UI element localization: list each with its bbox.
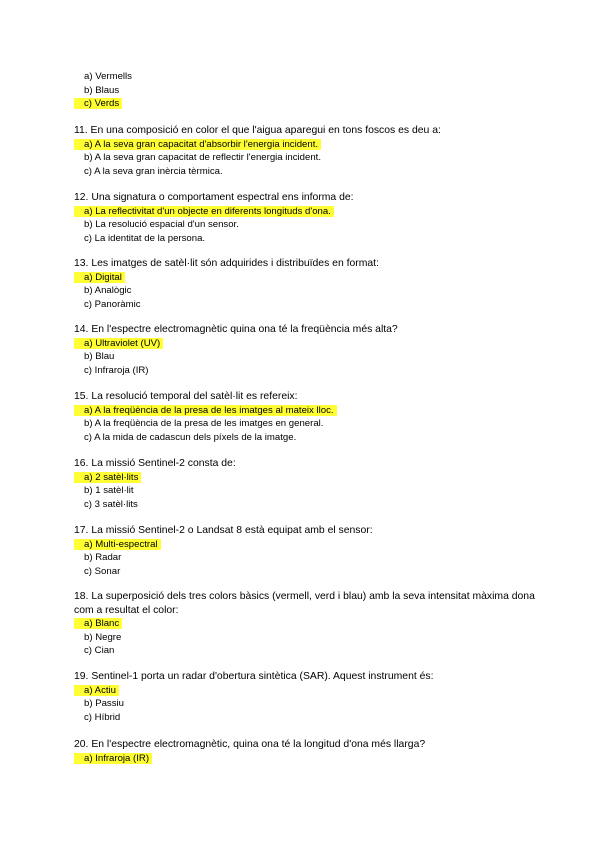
question-20-text: 20. En l'espectre electromagnètic, quina ona té la longitud d'ona més llarga? <box>74 739 426 750</box>
option-q13-a-correct: a) Digital <box>74 271 544 285</box>
question-19-text: 19. Sentinel-1 porta un radar d'obertura sintètica (SAR). Aquest instrument és: <box>74 671 434 682</box>
option-q10-a: a) Vermells <box>84 71 132 82</box>
question-17-text: 17. La missió Sentinel-2 o Landsat 8 està equipat amb el sensor: <box>74 525 373 536</box>
question-20 <box>74 738 544 765</box>
option-q11-b: b) A la seva gran capacitat de reflectir l'energia incident. <box>84 152 322 163</box>
option-q12-a-correct: a) La reflectivitat d'un objecte en diferents longituds d'ona. <box>74 205 544 219</box>
question-18 <box>74 590 544 658</box>
question-10-tail <box>74 70 544 111</box>
option-q16-b: b) 1 satèl·lit <box>84 485 134 496</box>
option-q14-a-correct: a) Ultraviolet (UV) <box>74 337 544 351</box>
option-q13-b: b) Analògic <box>84 285 132 296</box>
option-q15-c: c) A la mida de cadascun dels píxels de la imatge. <box>84 431 297 443</box>
question-12 <box>74 191 544 245</box>
option-q19-b: b) Passiu <box>84 698 124 709</box>
option-q12-c: c) La identitat de la persona. <box>84 232 206 244</box>
option-q18-b: b) Negre <box>84 631 122 643</box>
option-q16-a-correct: a) 2 satèl·lits <box>74 471 544 485</box>
option-q11-c: c) A la seva gran inèrcia tèrmica. <box>84 165 223 177</box>
question-19 <box>74 670 544 724</box>
option-q11-a-correct: a) A la seva gran capacitat d'absorbir l'energia incident. <box>74 138 544 152</box>
option-q17-c: c) Sonar <box>84 565 121 577</box>
option-q18-c: c) Cian <box>84 645 115 656</box>
option-q13-c: c) Panoràmic <box>84 298 141 310</box>
question-18-text: 18. La superposició dels tres colors bàsics (vermell, verd i blau) amb la seva intensitat màxima dona com a resultat el color: <box>74 591 535 616</box>
option-q17-a-correct: a) Multi-espectral <box>74 538 544 552</box>
question-15 <box>74 390 544 444</box>
option-q14-c: c) Infraroja (IR) <box>84 364 149 376</box>
option-q19-a-correct: a) Actiu <box>74 684 544 698</box>
option-q10-b: b) Blaus <box>84 84 120 96</box>
question-12-text: 12. Una signatura o comportament espectral ens informa de: <box>74 192 354 203</box>
question-11 <box>74 124 544 178</box>
option-q17-b: b) Radar <box>84 552 122 563</box>
question-16 <box>74 457 544 511</box>
option-q10-c-correct: c) Verds <box>74 97 544 111</box>
option-q18-a-correct: a) Blanc <box>74 617 544 631</box>
question-17 <box>74 524 544 578</box>
question-14 <box>74 323 544 377</box>
option-q12-b: b) La resolució espacial d'un sensor. <box>84 219 239 230</box>
option-q15-a-correct: a) A la freqüència de la presa de les imatges al mateix lloc. <box>74 404 544 418</box>
option-q20-a-correct: a) Infraroja (IR) <box>74 752 544 766</box>
option-q14-b: b) Blau <box>84 351 115 362</box>
question-13 <box>74 257 544 311</box>
question-16-text: 16. La missió Sentinel-2 consta de: <box>74 458 236 469</box>
option-q16-c: c) 3 satèl·lits <box>84 498 138 510</box>
question-11-text: 11. En una composició en color el que l'aigua aparegui en tons foscos es deu a: <box>74 125 441 136</box>
option-q19-c: c) Híbrid <box>84 711 121 723</box>
question-13-text: 13. Les imatges de satèl·lit són adquirides i distribuïdes en format: <box>74 258 379 269</box>
question-15-text: 15. La resolució temporal del satèl·lit es refereix: <box>74 391 298 402</box>
question-14-text: 14. En l'espectre electromagnètic quina ona té la freqüència més alta? <box>74 324 398 335</box>
option-q15-b: b) A la freqüència de la presa de les imatges en general. <box>84 418 324 429</box>
